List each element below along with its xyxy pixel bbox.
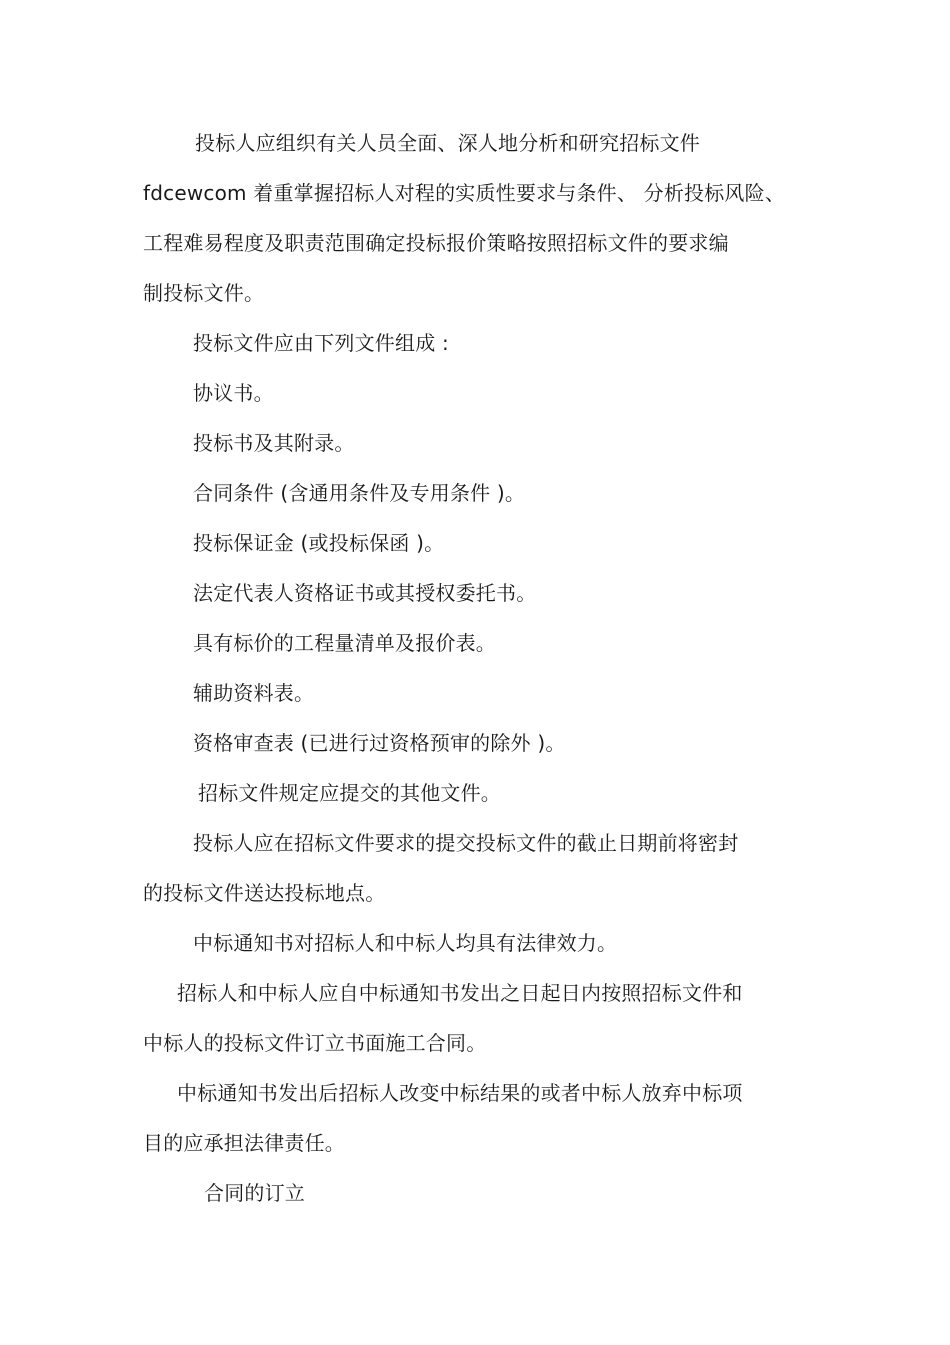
text-line: 中标通知书对招标人和中标人均具有法律效力。 (193, 931, 618, 955)
text-line: 法定代表人资格证书或其授权委托书。 (193, 581, 537, 605)
text-line: 中标人的投标文件订立书面施工合同。 (143, 1031, 487, 1055)
text-line: 资格审查表 (已进行过资格预审的除外 )。 (193, 731, 566, 755)
text-line: fdcewcom 着重掌握招标人对程的实质性要求与条件、 分析投标风险、 (143, 181, 786, 205)
text-line: 协议书。 (193, 381, 274, 405)
text-line: 工程难易程度及职责范围确定投标报价策略按照招标文件的要求编 (143, 231, 729, 255)
text-line: 投标人应在招标文件要求的提交投标文件的截止日期前将密封 (193, 831, 739, 855)
text-line: 制投标文件。 (143, 281, 265, 305)
text-line: 招标文件规定应提交的其他文件。 (198, 781, 501, 805)
text-line: 投标保证金 (或投标保函 )。 (193, 531, 445, 555)
section-heading: 合同的订立 (204, 1181, 305, 1205)
text-line: 具有标价的工程量清单及报价表。 (193, 631, 496, 655)
text-line: 辅助资料表。 (193, 681, 315, 705)
text-line: 的投标文件送达投标地点。 (143, 881, 386, 905)
text-line: 投标人应组织有关人员全面、深人地分析和研究招标文件 (195, 131, 700, 155)
text-line: 投标书及其附录。 (193, 431, 355, 455)
text-line: 目的应承担法律责任。 (143, 1131, 345, 1155)
text-line: 中标通知书发出后招标人改变中标结果的或者中标人放弃中标项 (177, 1081, 743, 1105)
text-line: 招标人和中标人应自中标通知书发出之日起日内按照招标文件和 (177, 981, 743, 1005)
text-line: 合同条件 (含通用条件及专用条件 )。 (193, 481, 526, 505)
text-line: 投标文件应由下列文件组成 : (193, 331, 449, 355)
